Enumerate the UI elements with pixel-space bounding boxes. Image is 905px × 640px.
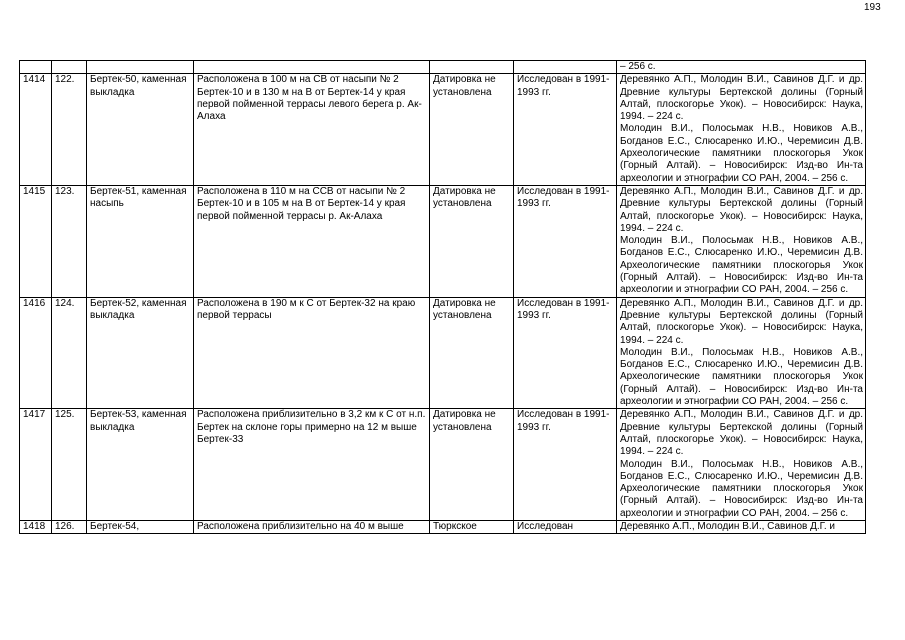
monument-name: Бертек-51, каменная насыпь (87, 185, 194, 297)
reference-2: Молодин В.И., Полосьмак Н.В., Новиков А.В., Богданов Е.С., Слюсаренко И.Ю., Черемисин Д.В. Археологические памятники плоскогорья Укок (Горный Алтай). – Новосибирск: Изд-во Ин-та археологии и этнографии СО РАН, 2004. – 256 с. (620, 123, 863, 184)
reference-2: Молодин В.И., Полосьмак Н.В., Новиков А.В., Богданов Е.С., Слюсаренко И.Ю., Черемисин Д.В. Археологические памятники плоскогорья Укок (Горный Алтай). – Новосибирск: Изд-во Ин-та археологии и этнографии СО РАН, 2004. – 256 с. (620, 235, 863, 296)
research-cell: Исследован в 1991-1993 гг. (514, 74, 617, 186)
table-row-continuation (20, 61, 866, 74)
page-number: 193 (864, 2, 881, 13)
monument-name: Бертек-53, каменная выкладка (87, 409, 194, 521)
literature-cell (617, 74, 866, 186)
table-row (20, 74, 866, 186)
research-cell: Исследован в 1991-1993 гг. (514, 409, 617, 521)
research-cell: Исследован в 1991-1993 гг. (514, 185, 617, 297)
table-row-truncated (20, 520, 866, 533)
literature-cell: – 256 с. (617, 61, 866, 74)
dating-cell: Датировка не установлена (430, 185, 514, 297)
item-index: 122. (52, 74, 87, 186)
reference-2: Молодин В.И., Полосьмак Н.В., Новиков А.В., Богданов Е.С., Слюсаренко И.Ю., Черемисин Д.В. Археологические памятники плоскогорья Укок (Горный Алтай). – Новосибирск: Изд-во Ин-та археологии и этнографии СО РАН, 2004. – 256 с. (620, 346, 863, 408)
item-index: 124. (52, 297, 87, 409)
research-cell: Исследован в 1991-1993 гг. (514, 297, 617, 409)
monument-name: Бертек-54, (87, 520, 194, 533)
item-index: 125. (52, 409, 87, 521)
reference-1: Деревянко А.П., Молодин В.И., Савинов Д.Г. и др. Древние культуры Бертекской долины (Горный Алтай, плоскогорье Укок). – Новосибирск: Наука, 1994. – 224 с. (620, 297, 863, 346)
monument-name: Бертек-52, каменная выкладка (87, 297, 194, 409)
location-cell: Расположена в 110 м на ССВ от насыпи № 2 Бертек-10 и в 105 м на В от Бертек-14 у края первой пойменной террасы р. Ак-Алаха (194, 185, 430, 297)
dating-cell: Тюркское (430, 520, 514, 533)
item-index: 126. (52, 520, 87, 533)
record-number: 1417 (20, 409, 52, 521)
record-number: 1416 (20, 297, 52, 409)
literature-cell (617, 409, 866, 521)
dating-cell: Датировка не установлена (430, 297, 514, 409)
location-cell: Расположена приблизительно в 3,2 км к С от н.п. Бертек на склоне горы примерно на 12 м выше Бертек-33 (194, 409, 430, 521)
reference-1: Деревянко А.П., Молодин В.И., Савинов Д.Г. и др. Древние культуры Бертекской долины (Горный Алтай, плоскогорье Укок). – Новосибирск: Наука, 1994. – 224 с. (620, 74, 863, 123)
monuments-table (19, 60, 866, 534)
literature-cell: Деревянко А.П., Молодин В.И., Савинов Д.Г. и (617, 520, 866, 533)
record-number: 1414 (20, 74, 52, 186)
dating-cell: Датировка не установлена (430, 74, 514, 186)
monument-name: Бертек-50, каменная выкладка (87, 74, 194, 186)
research-cell: Исследован (514, 520, 617, 533)
reference-2: Молодин В.И., Полосьмак Н.В., Новиков А.В., Богданов Е.С., Слюсаренко И.Ю., Черемисин Д.В. Археологические памятники плоскогорья Укок (Горный Алтай). – Новосибирск: Изд-во Ин-та археологии и этнографии СО РАН, 2004. – 256 с. (620, 458, 863, 519)
record-number: 1415 (20, 185, 52, 297)
table-row (20, 185, 866, 297)
item-index: 123. (52, 185, 87, 297)
reference-1: Деревянко А.П., Молодин В.И., Савинов Д.Г. и др. Древние культуры Бертекской долины (Горный Алтай, плоскогорье Укок). – Новосибирск: Наука, 1994. – 224 с. (620, 185, 863, 234)
location-cell: Расположена в 100 м на СВ от насыпи № 2 Бертек-10 и в 130 м на В от Бертек-14 у края первой пойменной террасы левого берега р. Ак-Алаха (194, 74, 430, 186)
literature-cell (617, 297, 866, 409)
table-row (20, 297, 866, 409)
location-cell: Расположена приблизительно на 40 м выше (194, 520, 430, 533)
literature-cell (617, 185, 866, 297)
record-number: 1418 (20, 520, 52, 533)
table-row (20, 409, 866, 521)
location-cell: Расположена в 190 м к С от Бертек-32 на краю первой террасы (194, 297, 430, 409)
reference-1: Деревянко А.П., Молодин В.И., Савинов Д.Г. и др. Древние культуры Бертекской долины (Горный Алтай, плоскогорье Укок). – Новосибирск: Наука, 1994. – 224 с. (620, 409, 863, 458)
dating-cell: Датировка не установлена (430, 409, 514, 521)
